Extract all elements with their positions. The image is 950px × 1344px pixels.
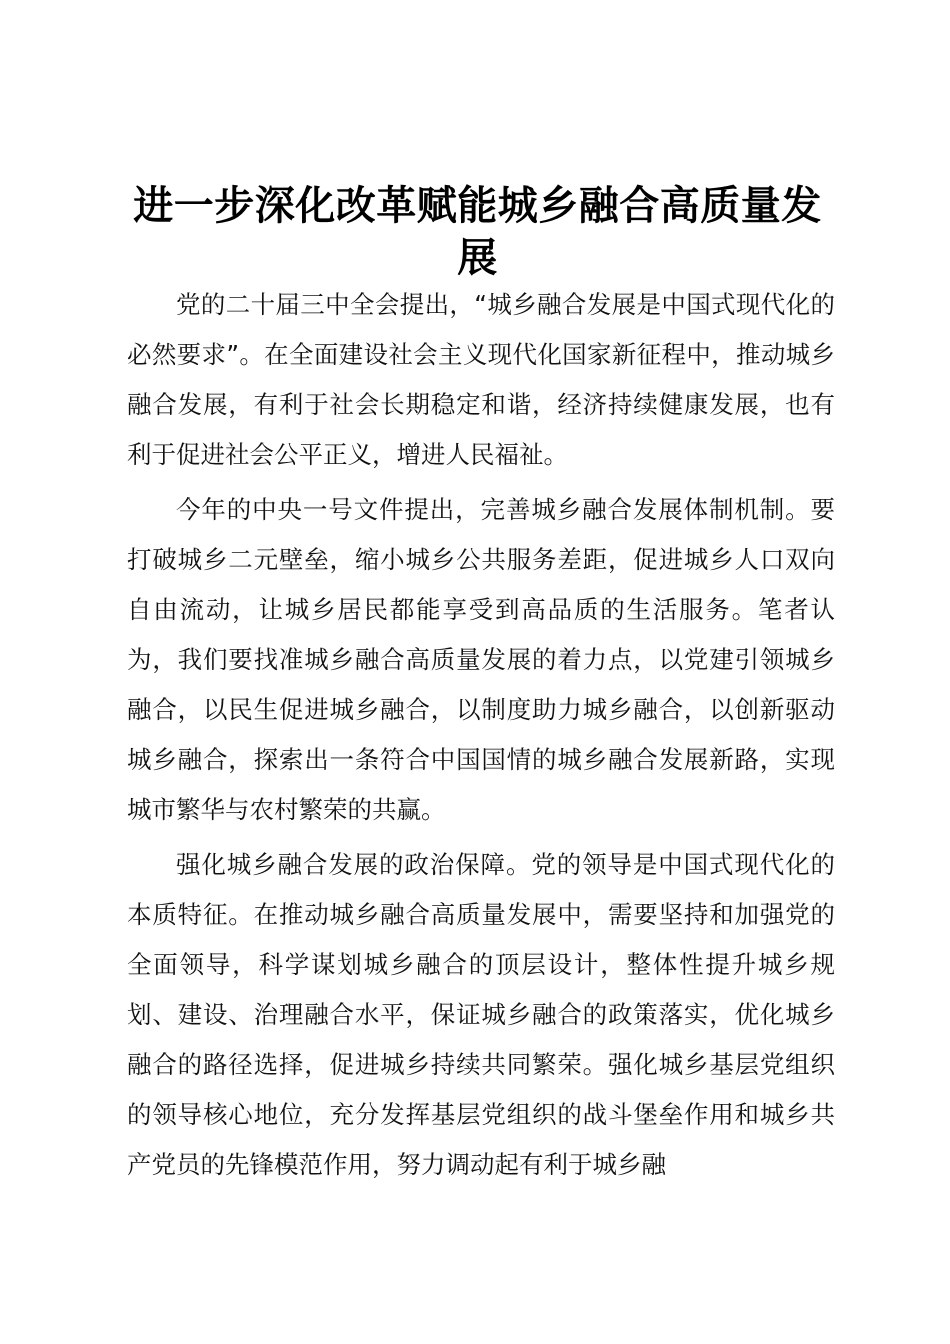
paragraph-1: 党的二十届三中全会提出，“城乡融合发展是中国式现代化的必然要求”。在全面建设社会主义现代化国家新征程中，推动城乡融合发展，有利于社会长期稳定和谐，经济持续健康发展，也有利于促进社会公平正义，增进人民福祉。: [127, 290, 835, 469]
paragraph-3: 强化城乡融合发展的政治保障。党的领导是中国式现代化的本质特征。在推动城乡融合高质量发展中，需要坚持和加强党的全面领导，科学谋划城乡融合的顶层设计，整体性提升城乡规划、建设、治理融合水平，保证城乡融合的政策落实，优化城乡融合的路径选择，促进城乡持续共同繁荣。强化城乡基层党组织的领导核心地位，充分发挥基层党组织的战斗堡垒作用和城乡共产党员的先锋模范作用，努力调动起有利于城乡融: [127, 850, 835, 1179]
document-body: [127, 280, 835, 1195]
document-title: 进一步深化改革赋能城乡融合高质量发展: [133, 182, 822, 281]
paragraph-2: 今年的中央一号文件提出，完善城乡融合发展体制机制。要打破城乡二元壁垒，缩小城乡公共服务差距，促进城乡人口双向自由流动，让城乡居民都能享受到高品质的生活服务。笔者认为，我们要找准城乡融合高质量发展的着力点，以党建引领城乡融合，以民生促进城乡融合，以制度助力城乡融合，以创新驱动城乡融合，探索出一条符合中国国情的城乡融合发展新路，实现城市繁华与农村繁荣的共赢。: [127, 495, 835, 824]
